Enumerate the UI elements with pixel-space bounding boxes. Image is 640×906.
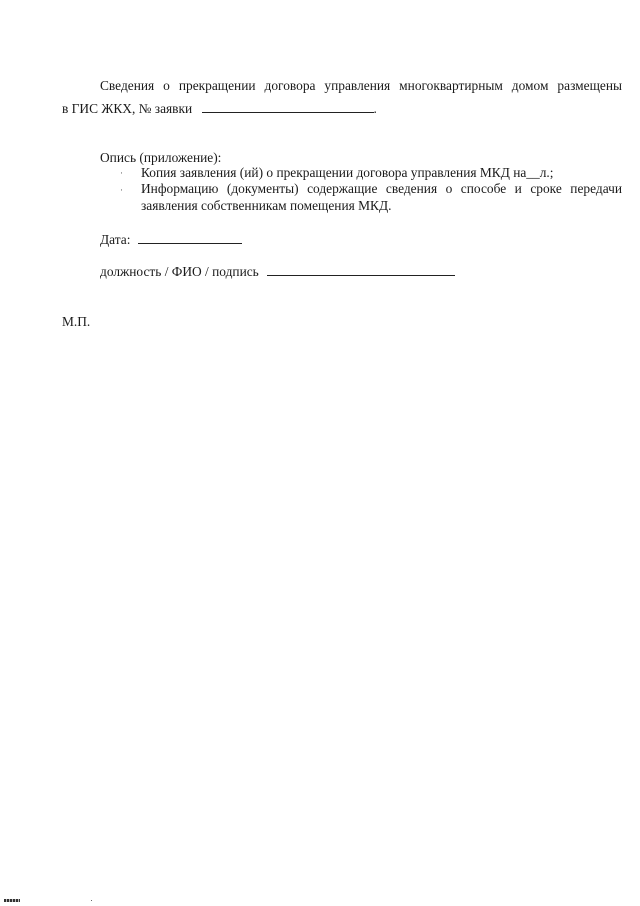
gis-paragraph-line-2 [62, 101, 377, 117]
gis-request-label: в ГИС ЖКХ, № заявки [62, 101, 193, 116]
gis-paragraph-line-1: Сведения о прекращении договора управления многоквартирным домом размещены [100, 78, 622, 93]
scan-artifact-mark [4, 899, 20, 902]
signature-label: должность / ФИО / подпись [100, 264, 259, 279]
attachment-item-2-line-2: заявления собственникам помещения МКД. [141, 198, 392, 213]
bullet-icon: · [120, 168, 123, 178]
attachments-heading: Опись (приложение): [100, 150, 222, 165]
attachment-item-2-line-1: Информацию (документы) содержащие сведения о способе и сроке передачи [141, 181, 622, 196]
gis-request-period: . [373, 101, 377, 116]
signature-row [100, 264, 455, 280]
date-label: Дата: [100, 232, 131, 247]
date-field[interactable] [138, 232, 242, 244]
signature-field[interactable] [267, 264, 455, 276]
scan-artifact-dot [91, 900, 92, 901]
gis-request-number-field[interactable] [202, 101, 374, 113]
stamp-label: М.П. [62, 314, 91, 329]
date-row [100, 232, 242, 248]
bullet-icon: · [120, 185, 123, 195]
attachment-item-1: Копия заявления (ий) о прекращении договора управления МКД на__л.; [141, 165, 554, 180]
